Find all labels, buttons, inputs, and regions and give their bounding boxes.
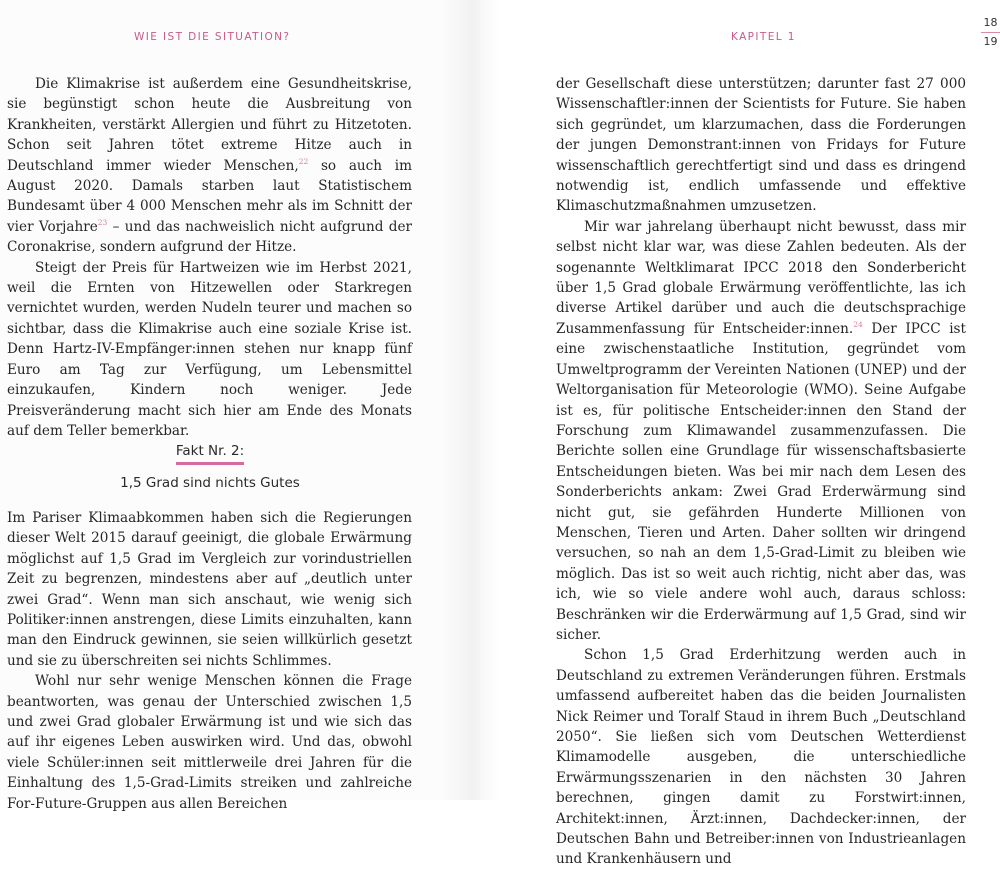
fact-subtitle: 1,5 Grad sind nichts Gutes <box>120 475 300 491</box>
fact-title: Fakt Nr. 2: <box>176 442 244 465</box>
paragraph: Im Pariser Klimaabkommen haben sich die Regierungen dieser Welt 2015 darauf geeinigt, die globale Erwärmung möglichst auf 1,5 Grad im Vergleich zur vorindustriellen Zeit zu begrenzen, mindestens aber auf „deutlich unter zwei Grad“. Wenn man sich anschaut, wie wenig sich Politiker:innen anstrengen, diese Limits einzuhalten, kann man den Eindruck gewinnen, sie seien willkürlich gesetzt und sie zu überschreiten sei nichts Schlimmes. <box>7 510 412 669</box>
page-indicator <box>981 16 1000 49</box>
page-number-total: 19 <box>983 35 998 48</box>
left-page <box>0 0 480 812</box>
paragraph: Mir war jahrelang überhaupt nicht bewusst, dass mir selbst nicht klar war, was diese Zahlen bedeuten. Als der sogenannte Weltklimarat IPCC 2018 den Sonderbericht über 1,5 Grad globale Erwärmung veröffentlichte, las ich diverse Artikel darüber und auch die deutschsprachige Zusammenfassung für Entscheider:innen.$^{24}$ Der IPCC ist eine zwischenstaatliche Institution, gegründet vom Umweltprogramm der Vereinten Nationen (UNEP) und der Weltorganisation für Meteorologie (WMO). Seine Aufgabe ist es, für politische Entscheider:innen den Stand der Forschung zum Klimawandel zusammenzufassen. Die Berichte sollen eine Grundlage für wissenschaftsbasierte Entscheidungen bieten. Was bei mir nach dem Lesen des Sonderberichts ankam: Zwei Grad Erderwärmung sind nicht gut, sie gefährden Hunderte Millionen von Menschen, Tieren und Arten. Daher sollten wir dringend versuchen, so nah an dem 1,5-Grad-Limit zu bleiben wie möglich. Das ist so weit auch richtig, nicht aber das, was ich, wie so viele andere wohl auch, daraus schloss: Beschränken wir die Erderwärmung auf 1,5 Grad, sind wir sicher. <box>556 218 966 643</box>
body-text-bottom <box>7 508 412 814</box>
paragraph: Steigt der Preis für Hartweizen wie im Herbst 2021, weil die Ernten von Hitzewellen oder Starkregen vernichtet wurden, werden Nudeln teurer und machen so sichtbar, dass die Klimakrise auch eine soziale Krise ist. Denn Hartz-IV-Empfänger:innen stehen nur knapp fünf Euro am Tag zur Verfügung, um Lebensmittel einzukaufen, Kindern noch weniger. Jede Preisveränderung macht sich hier am Ende des Monats auf dem Teller bemerkbar. <box>7 259 412 439</box>
running-head-right: KAPITEL 1 <box>731 31 796 43</box>
footnote-ref-22[interactable]: 22 <box>298 156 309 166</box>
running-head-left: WIE IST DIE SITUATION? <box>134 31 291 43</box>
page-number-current: 18 <box>981 16 1000 33</box>
paragraph: Schon 1,5 Grad Erderhitzung werden auch in Deutschland zu extremen Veränderungen führen. Erstmals umfassend aufbereitet haben das die beiden Journalisten Nick Reimer und Toralf Staud in ihrem Buch „Deutschland 2050“. Sie ließen sich vom Deutschen Wetterdienst Klimamodelle ausgeben, die unterschiedliche Erwärmungsszenarien in den nächsten 30 Jahren berechnen, gingen damit zu Forstwirt:innen, Architekt:innen, Ärzt:innen, Dachdecker:innen, der Deutschen Bahn und Betreiber:innen von Industrieanlagen und Krankenhäusern und <box>556 647 966 868</box>
footnote-ref-24[interactable]: 24 <box>853 319 863 329</box>
paragraph: Die Klimakrise ist außerdem eine Gesundheitskrise, sie begünstigt schon heute die Ausbreitung von Krankheiten, verstärkt Allergien und führt zu Hitzetoten. Schon seit Jahren tötet extreme Hitze auch in Deutschland immer wieder Menschen,$^{22}$ so auch im August 2020. Damals starben laut Statistischem Bundesamt über 4 000 Menschen mehr als im Schnitt der vier Vorjahre$^{23}$ – und das nachweislich nicht aufgrund der Coronakrise, sondern aufgrund der Hitze. <box>7 76 412 256</box>
body-text-right <box>556 74 966 870</box>
paragraph: Wohl nur sehr wenige Menschen können die Frage beantworten, was genau der Unterschied zwischen 1,5 und zwei Grad globaler Erwärmung ist und wie sich das auf ihr eigenes Leben auswirken wird. Und das, obwohl viele Schüler:innen seit mittlerweile drei Jahren für die Einhaltung des 1,5-Grad-Limits streiken und zahlreiche For-Future-Gruppen aus allen Bereichen <box>7 673 412 812</box>
footnote-ref-23[interactable]: 23 <box>97 217 108 227</box>
paragraph: der Gesellschaft diese unterstützen; darunter fast 27 000 Wissenschaftler:innen der Scientists for Future. Sie haben sich gegründet, um klarzumachen, dass die Forderungen der jungen Demonstrant:innen von Fridays for Future wissenschaftlich gerechtfertigt sind und dass es dringend notwendig ist, endlich umfassende und effektive Klimaschutzmaßnahmen umzusetzen. <box>556 76 966 215</box>
fact-heading <box>0 440 420 493</box>
body-text-top <box>7 74 412 441</box>
right-page <box>480 0 1000 868</box>
